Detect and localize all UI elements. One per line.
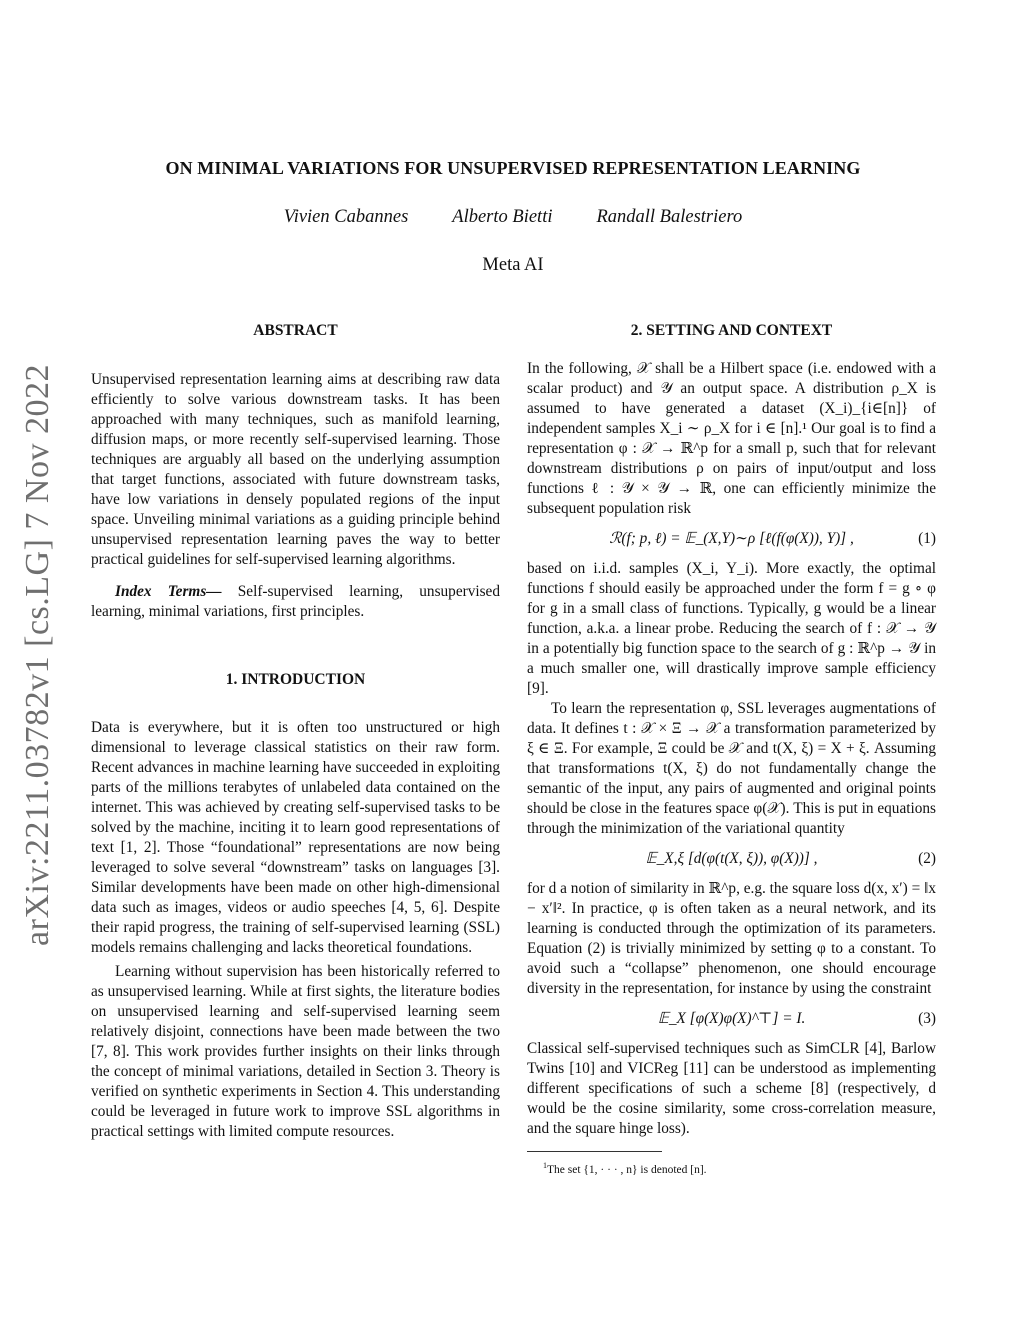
author-name: Vivien Cabannes	[283, 207, 409, 227]
setting-paragraph: Classical self-supervised techniques such as SimCLR [4], Barlow Twins [10] and VICReg [11] can be understood as implementing different specifications of such a scheme [8] (respectively, d would be the cosine similarity, some cross-correlation measure, and the square hinge loss).	[527, 1040, 936, 1137]
equation-1-number: (1)	[918, 530, 936, 547]
equation-2-body: 𝔼_X,ξ [d(φ(t(X, ξ)), φ(X))] ,	[645, 850, 818, 867]
arxiv-identifier	[18, 355, 58, 955]
arxiv-identifier-text: arXiv:2211.03782v1 [cs.LG] 7 Nov 2022	[19, 364, 56, 946]
equation-2-number: (2)	[918, 850, 936, 867]
footnote	[527, 1156, 936, 1180]
equation-3	[527, 1009, 936, 1029]
index-terms-text: Self-supervised learning, unsupervised learning, minimal variations, first principles.	[91, 583, 500, 620]
setting-paragraph: To learn the representation φ, SSL leverages augmentations of data. It defines t : 𝒳 × Ξ → 𝒳 a transformation parameterized by ξ ∈ Ξ. For example, Ξ could be 𝒳 and t(X, ξ) = X + ξ. Assuming that transformations t(X, ξ) do not fundamentally change the semantic of the input, any pairs of augmented and original points should be close in the features space φ(𝒳). This is put in equations through the minimization of the variational quantity	[527, 700, 936, 837]
affiliation: Meta AI	[482, 255, 544, 275]
intro-paragraph: Learning without supervision has been historically referred to as unsupervised learning. While at first sights, the literature bodies on unsupervised learning and self-supervised learning seem relatively disjoint, connections have been made between the two [7, 8]. This work provides further insights on their links through the concept of minimal variations, detailed in Section 3. Theory is verified on synthetic experiments in Section 4. This understanding could be leveraged in future work to improve SSL algorithms in practical settings with limited compute resources.	[91, 963, 500, 1140]
setting-heading: 2. SETTING AND CONTEXT	[630, 322, 833, 339]
author-name: Alberto Bietti	[452, 207, 553, 227]
setting-paragraph: In the following, 𝒳 shall be a Hilbert space (i.e. endowed with a scalar product) and 𝒴 an output space. A distribution ρ_X is assumed to have generated a dataset (X_i)_{i∈[n]} of independent samples X_i ∼ ρ_X for i ∈ [n].¹ Our goal is to find a representation φ : 𝒳 → ℝ^p for a small p, such that for relevant downstream distributions ρ on pairs of input/output and loss functions ℓ : 𝒴 × 𝒴 → ℝ, one can efficiently minimize the subsequent population risk	[527, 360, 936, 517]
footnote-divider	[527, 1151, 662, 1152]
equation-1-body: ℛ(f; p, ℓ) = 𝔼_(X,Y)∼ρ [ℓ(f(φ(X)), Y)] ,	[609, 530, 854, 547]
introduction-heading: 1. INTRODUCTION	[225, 671, 366, 688]
equation-2	[527, 849, 936, 869]
intro-paragraph: Data is everywhere, but it is often too unstructured or high dimensional to leverage classical statistics on their raw form. Recent advances in machine learning have succeeded in exploiting parts of the millions terabytes of unlabeled data contained on the internet. This was achieved by creating self-supervised tasks to be solved by the machine, inciting it to learn good representations of text [1, 2]. Those “foundational” representations are now being leveraged to solve several “downstream” tasks on languages [3]. Similar developments have been made on other high-dimensional data such as images, videos or audio speeches [4, 5, 6]. Despite their rapid progress, the training of self-supervised learning (SSL) models remains challenging and lacks theoretical foundations.	[91, 719, 500, 956]
right-column	[527, 321, 936, 1180]
footnote-mark: 1	[543, 1161, 547, 1170]
equation-3-body: 𝔼_X [φ(X)φ(X)^⊤] = I.	[657, 1010, 806, 1027]
footnote-text: The set {1, · · · , n} is denoted [n].	[547, 1163, 707, 1176]
author-list	[90, 207, 936, 228]
left-column	[91, 321, 500, 1142]
abstract-heading: ABSTRACT	[253, 322, 338, 339]
index-terms	[91, 582, 500, 622]
setting-paragraph: for d a notion of similarity in ℝ^p, e.g. the square loss d(x, x′) = ‖x − x′‖². In practice, φ is often taken as a neural network, and its learning is conducted through the optimization of its parameters. Equation (2) is trivially minimized by setting φ to a constant. To avoid such a “collapse” phenomenon, one should encourage diversity in the representation, for instance by using the constraint	[527, 880, 936, 997]
abstract-text: Unsupervised representation learning aims at describing raw data efficiently to solve various downstream tasks. It has been approached with many techniques, such as manifold learning, diffusion maps, or more recently self-supervised learning. Those techniques are arguably all based on the underlying assumption that target functions, associated with future downstream tasks, have low variations in densely populated regions of the input space. Unveiling minimal variations as a guiding principle behind unsupervised representation learning paves the way to better practical guidelines for self-supervised learning algorithms.	[91, 371, 500, 568]
equation-3-number: (3)	[918, 1010, 936, 1027]
author-name: Randall Balestriero	[596, 207, 743, 227]
setting-paragraph: based on i.i.d. samples (X_i, Y_i). More exactly, the optimal functions f should easily be approached under the form f = g ∘ φ for g in a small class of functions. Typically, g would be a linear function, a.k.a. a linear probe. Reducing the search of f : 𝒳 → 𝒴 in a potentially big function space to the search of g : ℝ^p → 𝒴 in a much smaller one, will drastically improve sample efficiency [9].	[527, 560, 936, 697]
index-terms-label: Index Terms—	[115, 583, 222, 600]
equation-1	[527, 529, 936, 549]
paper-title: ON MINIMAL VARIATIONS FOR UNSUPERVISED REPRESENTATION LEARNING	[165, 158, 861, 178]
